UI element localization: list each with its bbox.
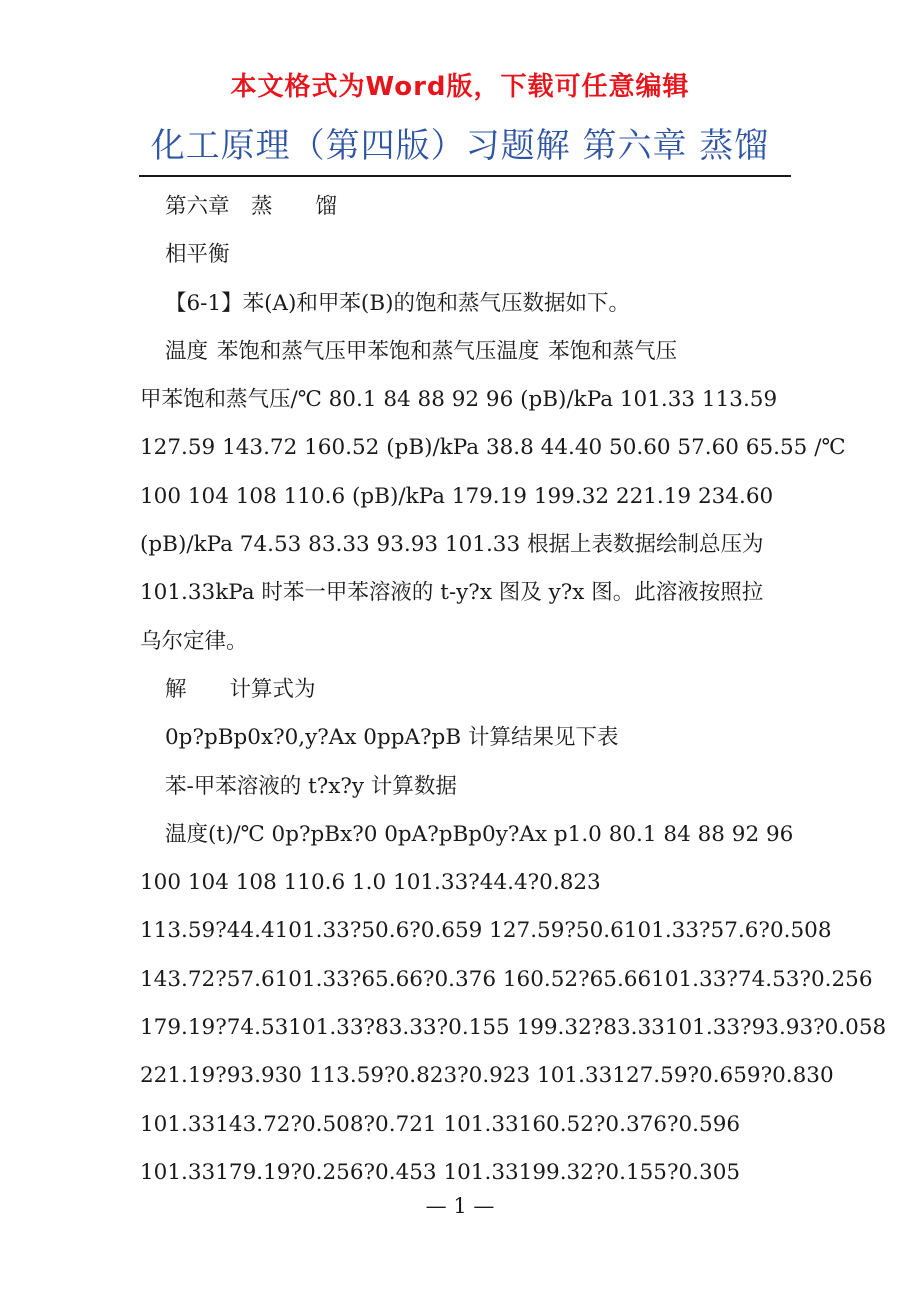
document-title: 化工原理（第四版）习题解 第六章 蒸馏 bbox=[150, 126, 770, 166]
problem-statement: 【6-1】苯(A)和甲苯(B)的饱和蒸气压数据如下。 bbox=[165, 290, 631, 316]
text-line: 温度 苯饱和蒸气压甲苯饱和蒸气压温度 苯饱和蒸气压 bbox=[165, 338, 678, 364]
data-line: 179.19?74.53101.33?83.33?0.155 199.32?83.33101.33?93.93?0.058 bbox=[140, 1015, 887, 1041]
title-divider bbox=[139, 175, 791, 177]
data-line: 143.72?57.6101.33?65.66?0.376 160.52?65.66101.33?74.53?0.256 bbox=[140, 966, 873, 992]
text-line: 甲苯饱和蒸气压/℃ 80.1 84 88 92 96 (pB)/kPa 101.33 113.59 bbox=[140, 387, 778, 413]
section-heading: 相平衡 bbox=[165, 242, 230, 268]
table-caption: 苯-甲苯溶液的 t?x?y 计算数据 bbox=[165, 773, 457, 799]
chapter-heading: 第六章 蒸 馏 bbox=[165, 194, 338, 219]
data-line: 温度(t)/℃ 0p?pBx?0 0pA?pBp0y?Ax p1.0 80.1 84 88 92 96 bbox=[165, 821, 794, 847]
text-line: 101.33kPa 时苯一甲苯溶液的 t-y?x 图及 y?x 图。此溶液按照拉 bbox=[140, 580, 764, 606]
text-line: (pB)/kPa 74.53 83.33 93.93 101.33 根据上表数据绘制总压为 bbox=[140, 532, 764, 558]
page-number: — 1 — bbox=[425, 1194, 495, 1218]
formula-line: 0p?pBp0x?0,y?Ax 0ppA?pB 计算结果见下表 bbox=[165, 725, 619, 751]
data-line: 101.33179.19?0.256?0.453 101.33199.32?0.155?0.305 bbox=[140, 1159, 741, 1185]
data-line: 100 104 108 110.6 1.0 101.33?44.4?0.823 bbox=[140, 870, 601, 896]
data-line: 101.33143.72?0.508?0.721 101.33160.52?0.376?0.596 bbox=[140, 1111, 741, 1137]
data-line: 221.19?93.930 113.59?0.823?0.923 101.33127.59?0.659?0.830 bbox=[140, 1063, 834, 1089]
solution-heading: 解 计算式为 bbox=[165, 676, 316, 702]
text-line: 100 104 108 110.6 (pB)/kPa 179.19 199.32 221.19 234.60 bbox=[140, 483, 774, 509]
data-line: 113.59?44.4101.33?50.6?0.659 127.59?50.6101.33?57.6?0.508 bbox=[140, 918, 832, 944]
document-body bbox=[140, 183, 887, 1197]
text-line: 127.59 143.72 160.52 (pB)/kPa 38.8 44.40 50.60 57.60 65.55 /℃ bbox=[140, 435, 846, 461]
banner-notice: 本文格式为Word版，下载可任意编辑 bbox=[230, 72, 690, 102]
text-line: 乌尔定律。 bbox=[140, 628, 248, 654]
